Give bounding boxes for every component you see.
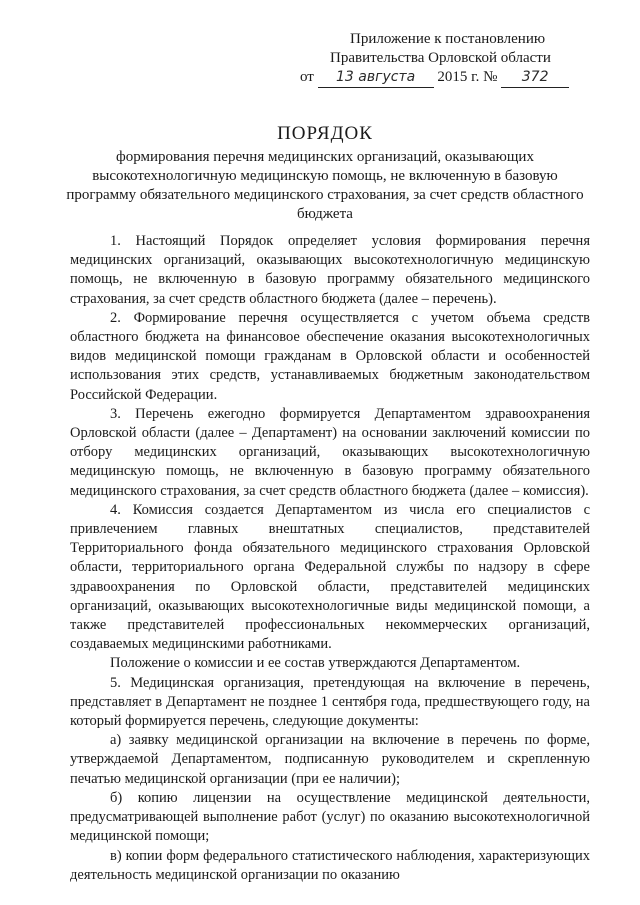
annex-year: 2015 г. № xyxy=(437,69,498,85)
annex-line-1: Приложение к постановлению xyxy=(350,31,546,47)
annex-line-3 xyxy=(300,68,600,88)
annex-prefix: от xyxy=(300,69,314,85)
document-title: ПОРЯДОК xyxy=(277,123,373,144)
annex-header xyxy=(300,30,600,88)
annex-line-2: Правительства Орловской области xyxy=(330,50,551,66)
paragraph-4: 4. Комиссия создается Департаментом из числа его специалистов с привлечением главных внештатных специалистов, представителей Территориального фонда обязательного медицинского страхования Орловской области, территориального органа Федеральной службы по надзору в сфере здравоохранения по Орловской области, представителей медицинских организаций, оказывающих высокотехнологичные виды медицинской помощи, а также представителей профессиональных некоммерческих организаций, создаваемых медицинскими работниками. xyxy=(70,501,590,653)
subitem-b: б) копию лицензии на осуществление медицинской деятельности, предусматривающей выполнение работ (услуг) по оказанию высокотехнологичной медицинской помощи; xyxy=(70,789,590,845)
subitem-c: в) копии форм федерального статистического наблюдения, характеризующих деятельность медицинской организации по оказанию xyxy=(70,847,590,883)
paragraph-commission-statute: Положение о комиссии и ее состав утверждаются Департаментом. xyxy=(110,655,521,672)
paragraph-1: 1. Настоящий Порядок определяет условия формирования перечня медицинских организаций, оказывающих высокотехнологичную медицинскую помощь, не включенную в базовую программу обязательного медицинского страхования, за счет средств областного бюджета (далее – перечень). xyxy=(70,233,590,307)
paragraph-3: 3. Перечень ежегодно формируется Департаментом здравоохранения Орловской области (далее – Департамент) на основании заключений комиссии по отбору медицинских организаций, оказывающих высокотехнологичную медицинскую помощь, не включенную в базовую программу обязательного медицинского страхования, за счет средств областного бюджета (далее – комиссия). xyxy=(70,405,590,499)
handwritten-number: 372 xyxy=(501,68,569,88)
paragraph-5: 5. Медицинская организация, претендующая на включение в перечень, представляет в Департамент не позднее 1 сентября года, предшествующего году, на который формируется перечень, следующие документы: xyxy=(70,674,590,730)
paragraph-2: 2. Формирование перечня осуществляется с учетом объема средств областного бюджета на финансовое обеспечение оказания высокотехнологичных видов медицинской помощи гражданам в Орловской области и особенностей использования этих средств, устанавливаемых бюджетным законодательством Российской Федерации. xyxy=(70,309,590,403)
handwritten-date: 13 августа xyxy=(318,68,434,88)
document-subtitle: формирования перечня медицинских организаций, оказывающих высокотехнологичную медицинскую помощь, не включенную в базовую программу обязательного медицинского страхования, за счет средств областного бюджета xyxy=(66,149,584,222)
subitem-a: а) заявку медицинской организации на включение в перечень по форме, утверждаемой Департаментом, подписанную руководителем и скрепленную печатью медицинской организации (при ее наличии); xyxy=(70,732,590,787)
document-body xyxy=(70,232,590,885)
